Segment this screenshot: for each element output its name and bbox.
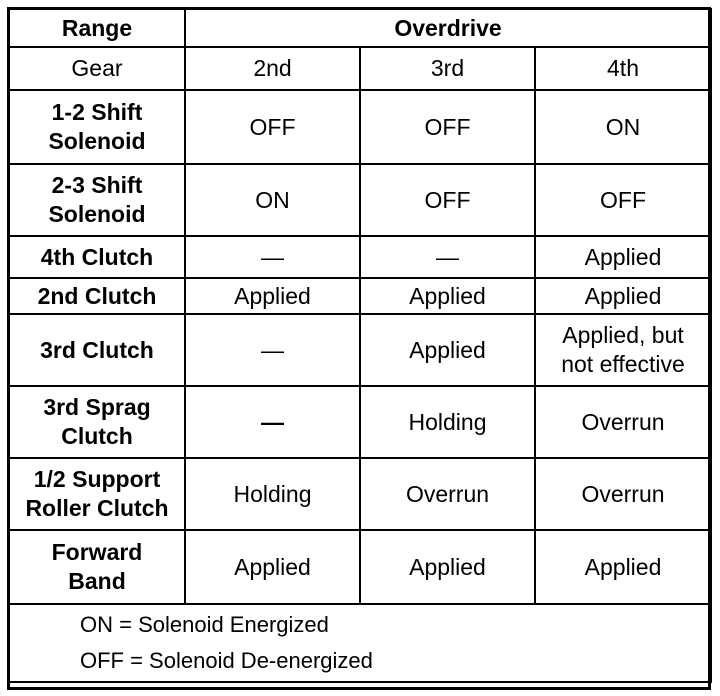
table-row <box>9 386 711 458</box>
cell-3rd: Overrun <box>360 458 535 530</box>
cell-3rd: OFF <box>360 164 535 236</box>
row-label: 3rd Sprag Clutch <box>9 386 185 458</box>
cell-3rd: Applied <box>360 530 535 604</box>
overdrive-header: Overdrive <box>185 9 711 47</box>
table-row <box>9 530 711 604</box>
table-row <box>9 164 711 236</box>
row-label: 4th Clutch <box>9 236 185 278</box>
cell-2nd: ON <box>185 164 360 236</box>
cell-4th: Applied <box>535 278 711 314</box>
gear-4th: 4th <box>535 47 711 90</box>
legend-off: OFF = Solenoid De-energized <box>80 648 373 673</box>
shift-table <box>8 8 712 683</box>
range-header: Range <box>9 9 185 47</box>
row-label: Forward Band <box>9 530 185 604</box>
row-label: 2-3 Shift Solenoid <box>9 164 185 236</box>
gear-row <box>9 47 711 90</box>
cell-4th: ON <box>535 90 711 164</box>
cell-2nd: OFF <box>185 90 360 164</box>
table-row <box>9 236 711 278</box>
cell-3rd: OFF <box>360 90 535 164</box>
cell-3rd: — <box>360 236 535 278</box>
legend <box>9 604 711 682</box>
cell-3rd: Applied <box>360 278 535 314</box>
cell-2nd: — <box>185 386 360 458</box>
cell-2nd: Applied <box>185 278 360 314</box>
table-row <box>9 314 711 386</box>
legend-row <box>9 604 711 682</box>
cell-2nd: — <box>185 236 360 278</box>
gear-2nd: 2nd <box>185 47 360 90</box>
table-row <box>9 458 711 530</box>
cell-4th: Applied, but not effective <box>535 314 711 386</box>
row-label: 1/2 Support Roller Clutch <box>9 458 185 530</box>
table-row <box>9 278 711 314</box>
cell-3rd: Holding <box>360 386 535 458</box>
row-label: 1-2 Shift Solenoid <box>9 90 185 164</box>
cell-2nd: Applied <box>185 530 360 604</box>
cell-2nd: Holding <box>185 458 360 530</box>
gear-3rd: 3rd <box>360 47 535 90</box>
cell-4th: OFF <box>535 164 711 236</box>
table-row <box>9 90 711 164</box>
cell-4th: Applied <box>535 236 711 278</box>
row-label: 3rd Clutch <box>9 314 185 386</box>
header-row <box>9 9 711 47</box>
gear-label: Gear <box>9 47 185 90</box>
cell-3rd: Applied <box>360 314 535 386</box>
cell-4th: Applied <box>535 530 711 604</box>
legend-on: ON = Solenoid Energized <box>80 612 329 637</box>
cell-2nd: — <box>185 314 360 386</box>
cell-4th: Overrun <box>535 458 711 530</box>
row-label: 2nd Clutch <box>9 278 185 314</box>
cell-4th: Overrun <box>535 386 711 458</box>
